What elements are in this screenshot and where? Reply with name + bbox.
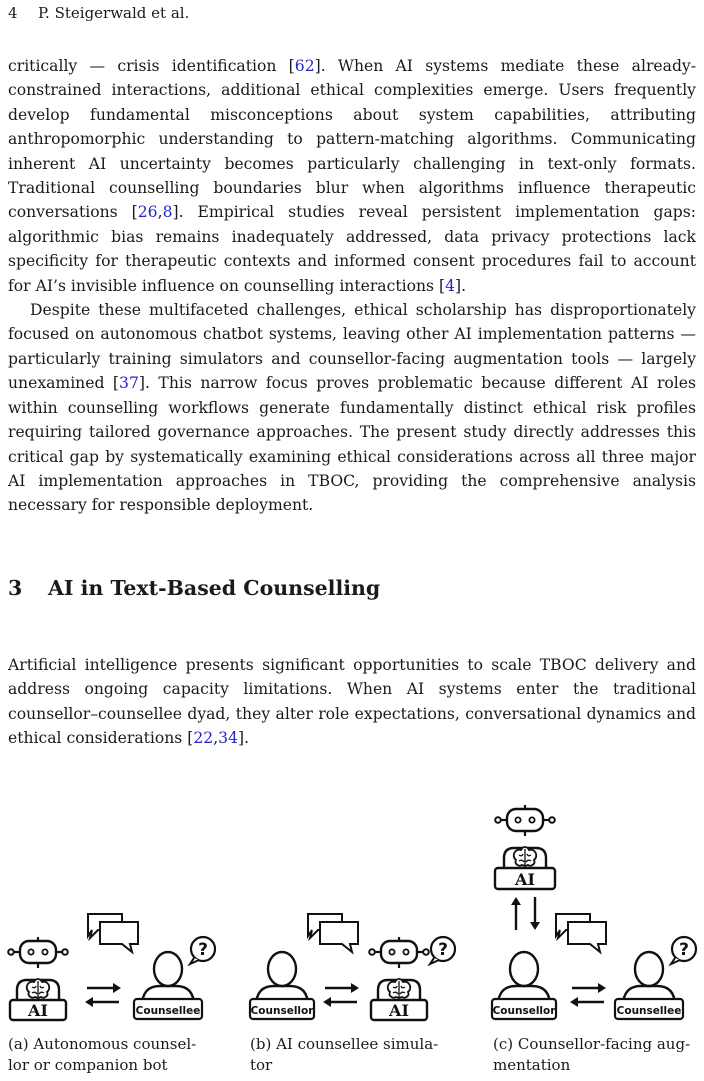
counsellor-label: Counsellor: [250, 1005, 314, 1017]
counsellee-label: Counsellee: [616, 1005, 682, 1017]
text-run: Despite these multifaceted challenges, ethical scholarship has disproportionately focused on autonomous chatbot systems, leaving other AI implementation patterns — particularly training simulators and counsellor-facing augmentation tools — largely unexamined [: [8, 301, 696, 393]
text-run: ]. This narrow focus proves problematic because different AI roles within counselling workflows generate fundamentally distinct ethical risk profiles requiring tailored governance approaches. The present study directly addresses this critical gap by systematically examining ethical considerations across all three major AI implementation approaches in TBOC, providing the comprehensive analysis necessary for responsible deployment.: [8, 374, 696, 515]
panel-c: [492, 805, 696, 1019]
page-number: 4: [8, 4, 18, 22]
counsellee-label: Counsellee: [135, 1005, 201, 1017]
section-heading: [8, 576, 380, 600]
exchange-arrows-icon: [85, 983, 121, 1007]
question-icon: [671, 937, 696, 964]
ai-label: AI: [389, 1001, 409, 1020]
robot-icon: [8, 937, 68, 1020]
chat-bubbles-icon: [556, 914, 606, 952]
text-run: ,: [213, 729, 219, 748]
question-icon: [190, 937, 215, 964]
citation-link[interactable]: 37: [119, 374, 139, 393]
text-run: ,: [157, 203, 163, 222]
running-header: [8, 4, 189, 22]
citation-link[interactable]: 26: [137, 203, 158, 222]
counsellor-label: Counsellor: [492, 1005, 556, 1017]
exchange-arrows-icon: [323, 983, 359, 1007]
robot-icon: [369, 937, 429, 1020]
citation-link[interactable]: 22: [193, 729, 214, 748]
text-run: ]. When AI systems mediate these already-constrained interactions, additional ethical complexities emerge. Users frequently develop fundamental misconceptions about system capabilities, attributing anthropomorphic understanding to pattern-matching algorithms. Communicating inherent AI uncertainty becomes particularly challenging in text-only formats. Traditional counselling boundaries blur when algorithms influence therapeutic conversations [: [8, 57, 697, 222]
figure-ai-roles: [0, 800, 704, 1030]
panel-a: [8, 914, 215, 1020]
paragraph-1: [8, 54, 696, 298]
citation-link[interactable]: 4: [445, 276, 455, 295]
section-number: 3: [8, 576, 23, 600]
text-run: ].: [238, 729, 250, 748]
ai-label: AI: [28, 1001, 48, 1020]
body-text-top: [8, 54, 696, 518]
vertical-arrows-icon: [511, 897, 540, 930]
svg-text:?: ?: [198, 940, 208, 960]
text-run: Artificial intelligence presents significant opportunities to scale TBOC delivery and address ongoing capacity limitations. When AI systems enter the traditional counsellor–counsellee dyad, they alter role expectations, conversational dynamics and ethical considerations [: [8, 656, 696, 748]
panel-b: [250, 914, 455, 1020]
exchange-arrows-icon: [570, 983, 606, 1007]
svg-text:?: ?: [438, 940, 448, 960]
svg-text:?: ?: [679, 940, 689, 960]
paragraph-3: [8, 653, 696, 751]
caption-a: (a) Autonomous counsel- lor or companion bot: [8, 1035, 197, 1074]
citation-link[interactable]: 34: [218, 729, 238, 748]
text-run: critically — crisis identification [: [8, 57, 295, 75]
paragraph-2: [8, 298, 696, 518]
caption-c: (c) Counsellor-facing aug- mentation: [493, 1035, 691, 1074]
chat-bubbles-icon: [308, 914, 358, 952]
text-run: ]. Empirical studies reveal persistent implementation gaps: algorithmic bias remains inadequately addressed, data privacy protections lack specificity for therapeutic contexts and informed consent procedures fail to account for AI’s invisible influence on counselling interactions [: [8, 203, 696, 295]
ai-label: AI: [515, 870, 535, 889]
citation-link[interactable]: 8: [162, 203, 173, 222]
section-title: AI in Text-Based Counselling: [48, 576, 381, 600]
body-text-section: [8, 653, 696, 751]
question-icon: [430, 937, 455, 964]
text-run: ].: [454, 276, 467, 295]
caption-b: (b) AI counsellee simula- tor: [250, 1035, 439, 1074]
chat-bubbles-icon: [88, 914, 138, 952]
citation-link[interactable]: 62: [294, 57, 315, 75]
robot-icon: [495, 805, 555, 889]
running-head-authors: P. Steigerwald et al.: [38, 4, 190, 22]
